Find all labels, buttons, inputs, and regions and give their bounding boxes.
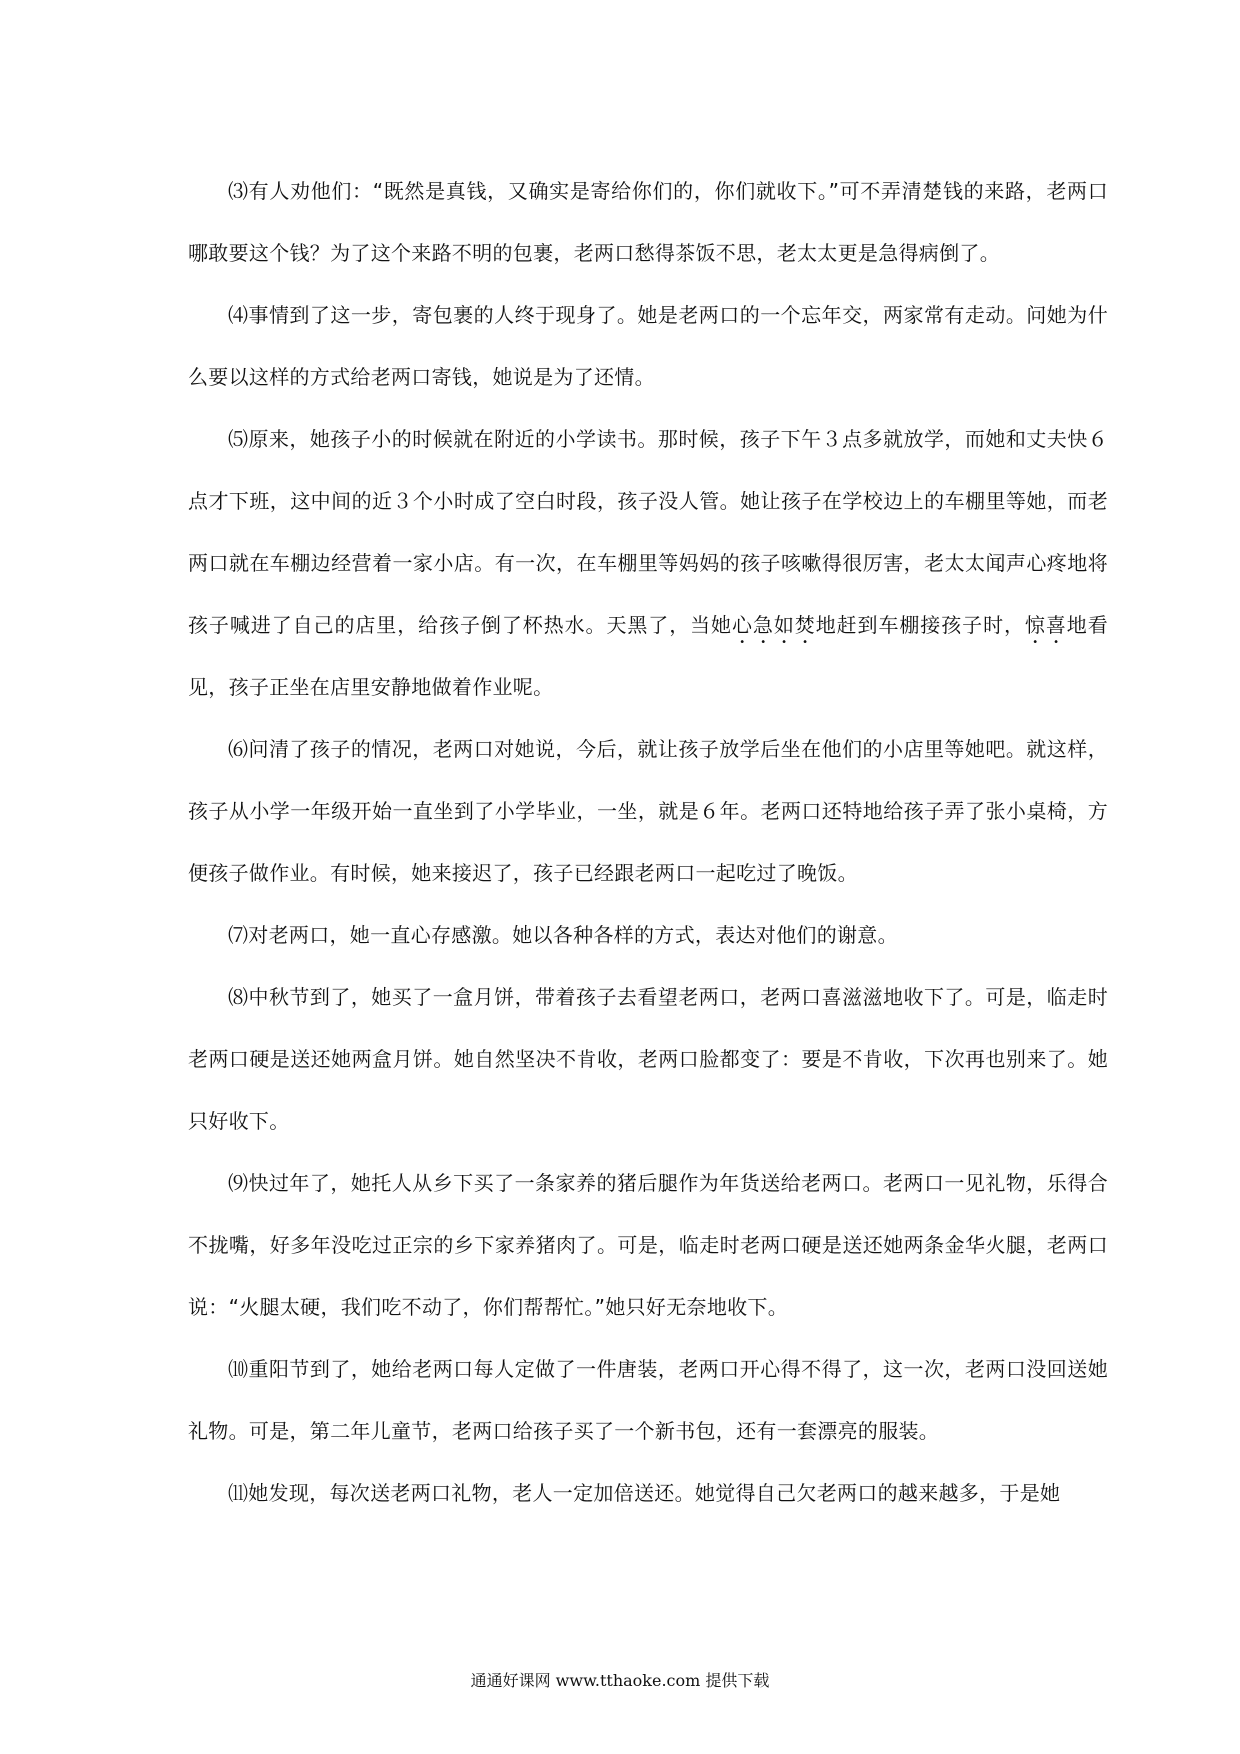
paragraph-5-text-a: ⑸原来，她孩子小的时候就在附近的小学读书。那时候，孩子下午３点多就放学，而她和丈夫快６点才下班，这中间的近３个小时成了空白时段，孩子没人管。她让孩子在学校边上的车棚里等她，而老两口就在车棚边经营着一家小店。有一次，在车棚里等妈妈的孩子咳嗽得很厉害，老太太闻声心疼地将孩子喊进了自己的店里，给孩子倒了杯热水。天黑了，当她 xyxy=(188,427,1108,637)
paragraph-6: ⑹问清了孩子的情况，老两口对她说，今后，就让孩子放学后坐在他们的小店里等她吧。就这样，孩子从小学一年级开始一直坐到了小学毕业，一坐，就是６年。老两口还特地给孩子弄了张小桌椅，方便孩子做作业。有时候，她来接迟了，孩子已经跟老两口一起吃过了晚饭。 xyxy=(188,737,1108,885)
page-footer: 通通好课网 www.tthaoke.com 提供下载 xyxy=(470,1671,770,1690)
paragraph-7: ⑺对老两口，她一直心存感激。她以各种各样的方式，表达对他们的谢意。 xyxy=(228,923,898,947)
paragraph-4: ⑷事情到了这一步，寄包裹的人终于现身了。她是老两口的一个忘年交，两家常有走动。问她为什么要以这样的方式给老两口寄钱，她说是为了还情。 xyxy=(188,303,1108,389)
paragraph-5-text-b: 地赶到车棚接孩子时， xyxy=(815,613,1025,637)
paragraph-8: ⑻中秋节到了，她买了一盒月饼，带着孩子去看望老两口，老两口喜滋滋地收下了。可是，临走时老两口硬是送还她两盒月饼。她自然坚决不肯收，老两口脸都变了：要是不肯收，下次再也别来了。她只好收下。 xyxy=(188,985,1108,1133)
paragraph-10: ⑽重阳节到了，她给老两口每人定做了一件唐装，老两口开心得不得了，这一次，老两口没回送她礼物。可是，第二年儿童节，老两口给孩子买了一个新书包，还有一套漂亮的服装。 xyxy=(188,1357,1108,1443)
paragraph-9: ⑼快过年了，她托人从乡下买了一条家养的猪后腿作为年货送给老两口。老两口一见礼物，乐得合不拢嘴，好多年没吃过正宗的乡下家养猪肉了。可是，临走时老两口硬是送还她两条金华火腿，老两口说：“火腿太硬，我们吃不动了，你们帮帮忙。”她只好无奈地收下。 xyxy=(188,1171,1108,1319)
paragraph-5 xyxy=(188,408,1108,718)
paragraph-3: ⑶有人劝他们：“既然是真钱，又确实是寄给你们的，你们就收下。”可不弄清楚钱的来路，老两口哪敢要这个钱？为了这个来路不明的包裹，老两口愁得茶饭不思，老太太更是急得病倒了。 xyxy=(188,179,1108,265)
article-body xyxy=(188,160,1108,1524)
emphasized-phrase-jingxi: 惊喜 xyxy=(1024,613,1067,637)
paragraph-11: ⑾她发现，每次送老两口礼物，老人一定加倍送还。她觉得自己欠老两口的越来越多，于是她 xyxy=(228,1481,1061,1505)
paragraph-5-text-c: 地看见，孩子正坐在店里安静地做着作业呢。 xyxy=(188,613,1109,699)
emphasized-phrase-xinjirufen: 心急如焚 xyxy=(731,613,816,637)
